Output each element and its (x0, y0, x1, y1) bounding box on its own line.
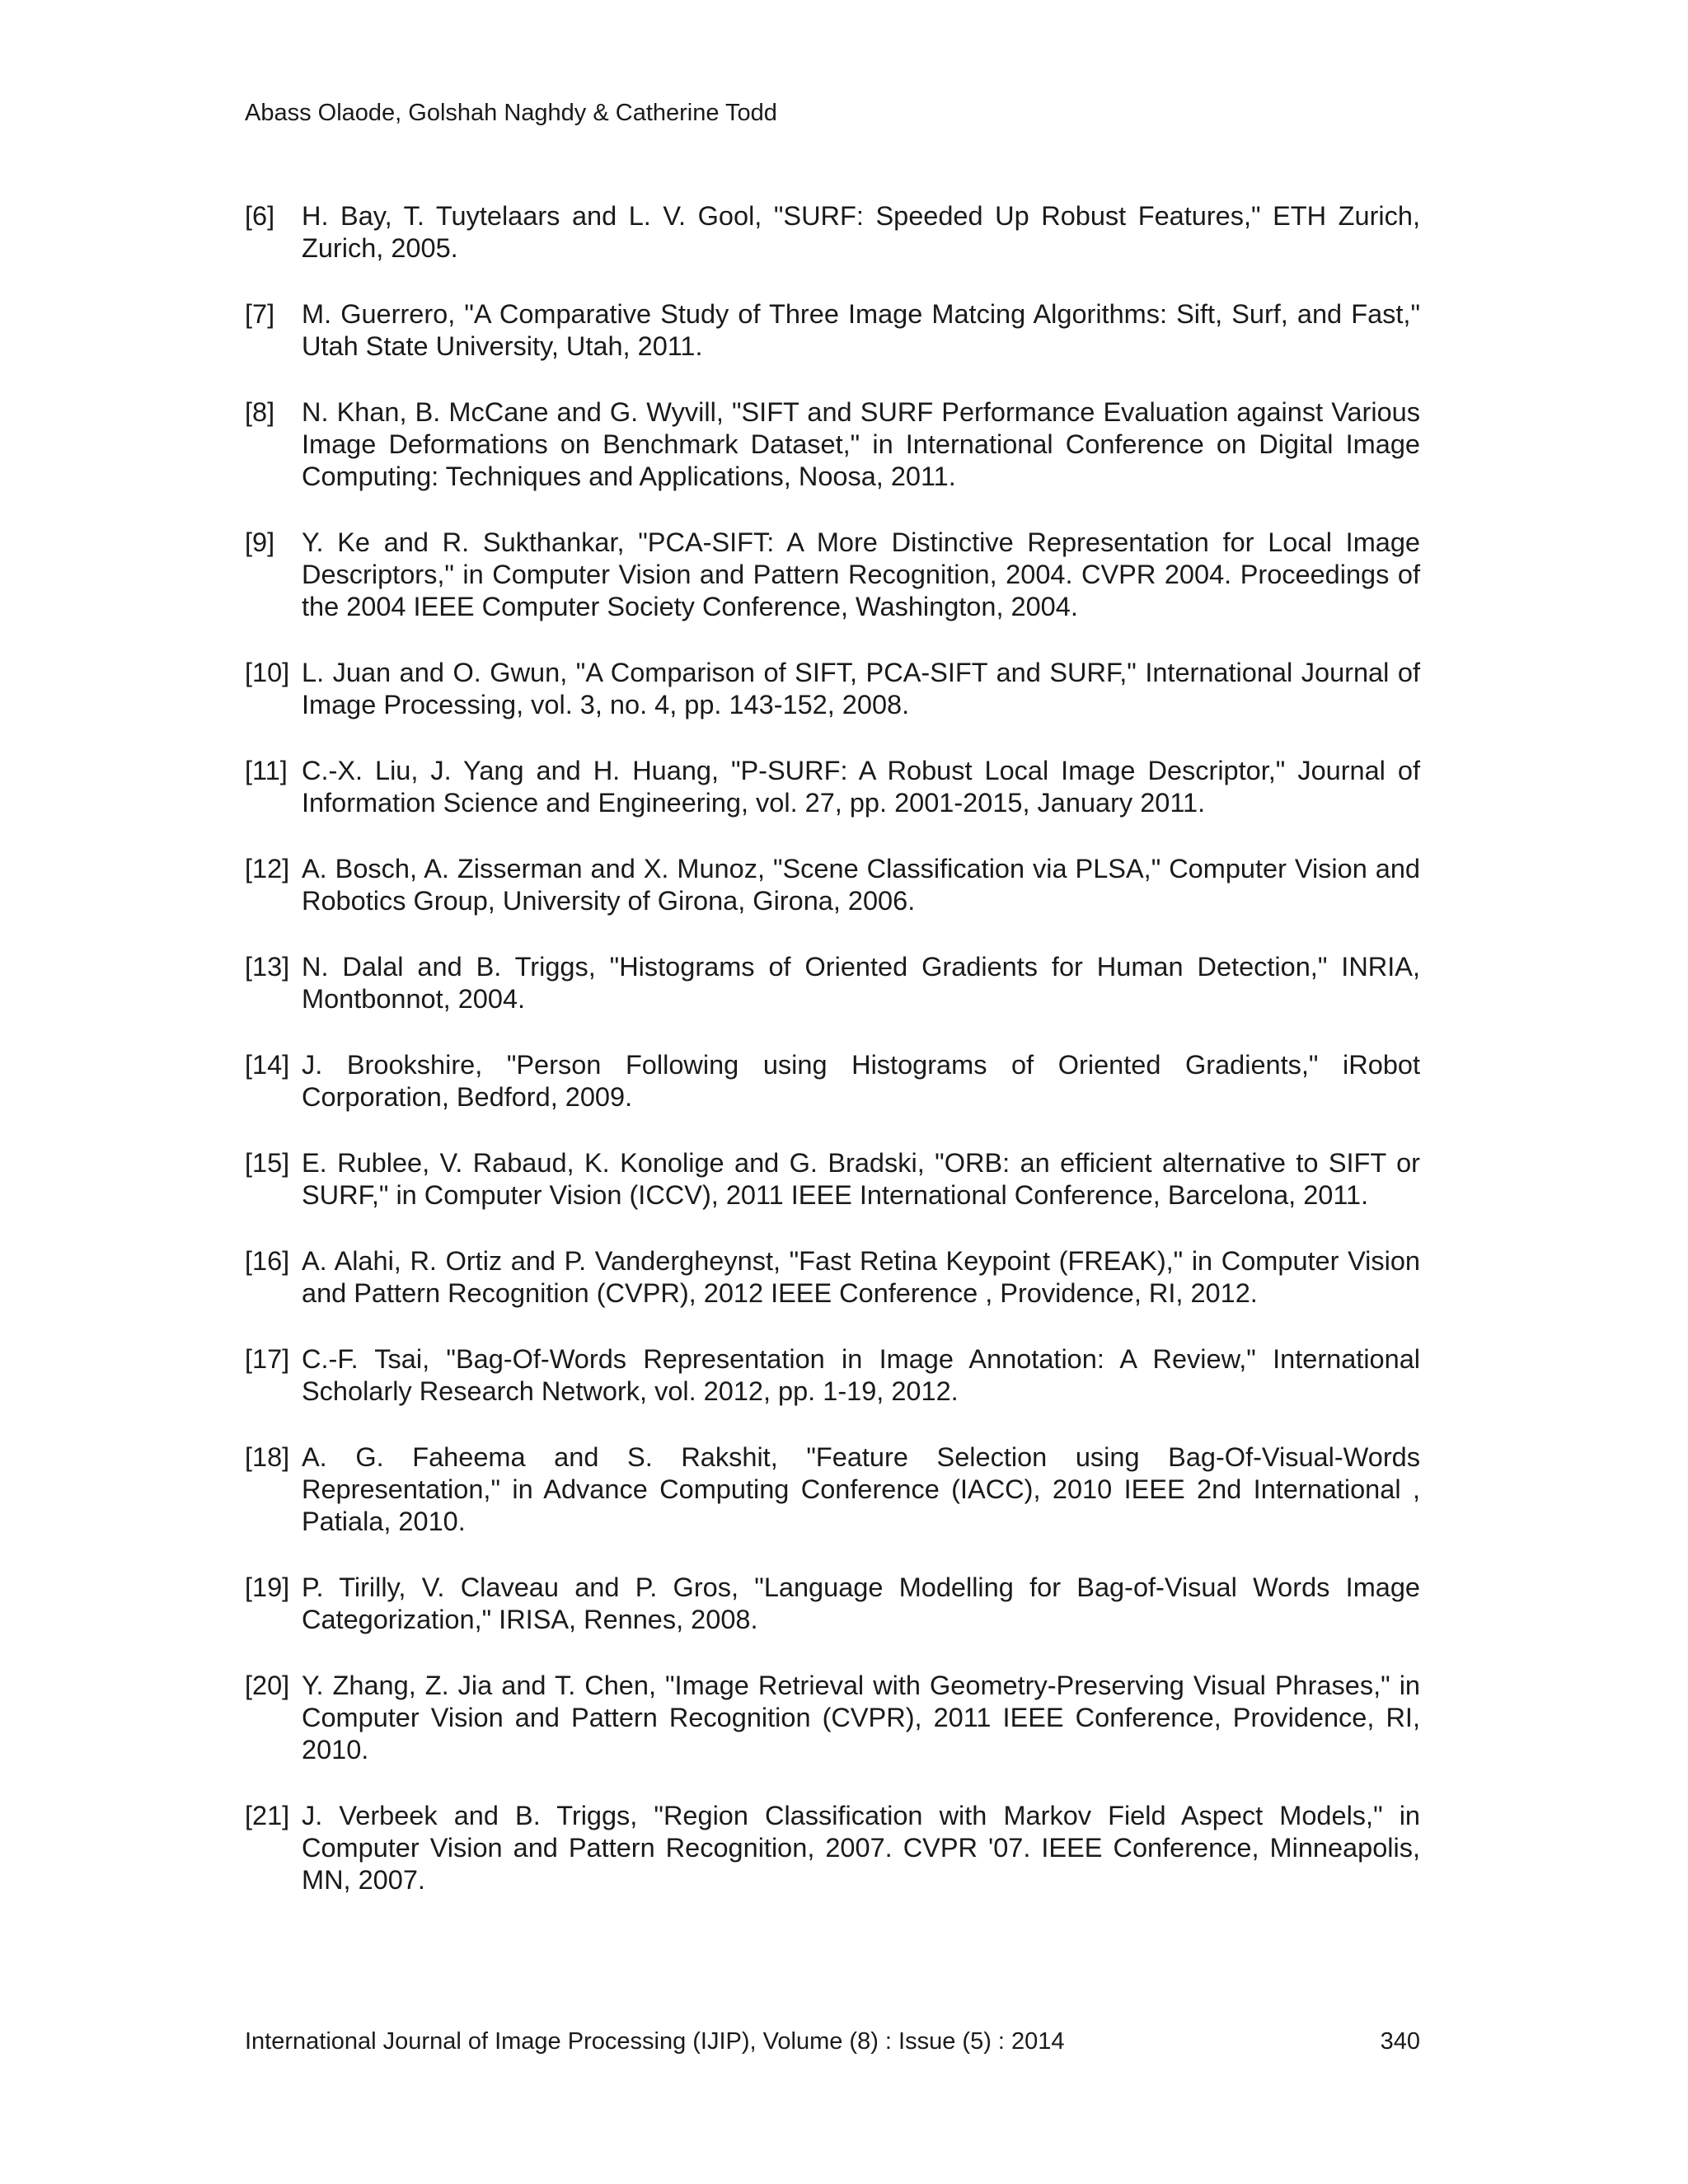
reference-text: J. Brookshire, "Person Following using Histograms of Oriented Gradients," iRobot Corporation, Bedford, 2009. (302, 1050, 1420, 1112)
reference-number: [7] (245, 299, 275, 329)
reference-text: N. Dalal and B. Triggs, "Histograms of Oriented Gradients for Human Detection," INRIA, Montbonnot, 2004. (302, 952, 1420, 1014)
reference-item (245, 1245, 1420, 1310)
reference-text: L. Juan and O. Gwun, "A Comparison of SIFT, PCA-SIFT and SURF," International Journal of Image Processing, vol. 3, no. 4, pp. 143-152, 2008. (302, 658, 1420, 719)
reference-number: [12] (245, 854, 290, 883)
reference-text: J. Verbeek and B. Triggs, "Region Classification with Markov Field Aspect Models," in Computer Vision and Pattern Recognition, 2007. CVPR '07. IEEE Conference, Minneapolis, MN, 2007. (302, 1801, 1420, 1895)
running-header-authors: Abass Olaode, Golshah Naghdy & Catherine Todd (245, 100, 777, 126)
reference-number: [17] (245, 1344, 290, 1374)
reference-item (245, 298, 1420, 363)
reference-text: M. Guerrero, "A Comparative Study of Three Image Matcing Algorithms: Sift, Surf, and Fast," Utah State University, Utah, 2011. (302, 299, 1420, 361)
reference-number: [15] (245, 1148, 290, 1178)
reference-text: A. G. Faheema and S. Rakshit, "Feature Selection using Bag-Of-Visual-Words Representation," in Advance Computing Conference (IACC), 2010 IEEE 2nd International , Patiala, 2010. (302, 1442, 1420, 1536)
reference-item (245, 396, 1420, 493)
reference-item (245, 1441, 1420, 1538)
reference-text: C.-X. Liu, J. Yang and H. Huang, "P-SURF: A Robust Local Image Descriptor," Journal of Information Science and Engineering, vol. 27, pp. 2001-2015, January 2011. (302, 756, 1420, 818)
reference-list (245, 200, 1420, 1930)
reference-text: C.-F. Tsai, "Bag-Of-Words Representation in Image Annotation: A Review," International Scholarly Research Network, vol. 2012, pp. 1-19, 2012. (302, 1344, 1420, 1406)
reference-item (245, 200, 1420, 265)
reference-text: A. Bosch, A. Zisserman and X. Munoz, "Scene Classification via PLSA," Computer Vision and Robotics Group, University of Girona, Girona, 2006. (302, 854, 1420, 916)
reference-text: Y. Zhang, Z. Jia and T. Chen, "Image Retrieval with Geometry-Preserving Visual Phrases," in Computer Vision and Pattern Recognition (CVPR), 2011 IEEE Conference, Providence, RI, 2010. (302, 1671, 1420, 1765)
reference-item (245, 1147, 1420, 1212)
reference-number: [20] (245, 1671, 290, 1700)
reference-item (245, 1572, 1420, 1636)
reference-item (245, 951, 1420, 1015)
page-number: 340 (1380, 2028, 1420, 2055)
reference-text: A. Alahi, R. Ortiz and P. Vandergheynst, "Fast Retina Keypoint (FREAK)," in Computer Vision and Pattern Recognition (CVPR), 2012 IEEE Conference , Providence, RI, 2012. (302, 1246, 1420, 1308)
reference-item (245, 527, 1420, 623)
reference-item (245, 755, 1420, 819)
reference-number: [19] (245, 1572, 290, 1602)
footer-journal-citation: International Journal of Image Processing (IJIP), Volume (8) : Issue (5) : 2014 (245, 2028, 1065, 2055)
reference-text: N. Khan, B. McCane and G. Wyvill, "SIFT and SURF Performance Evaluation against Various Image Deformations on Benchmark Dataset," in International Conference on Digital Image Computing: Techniques and Applications, Noosa, 2011. (302, 397, 1420, 491)
reference-number: [10] (245, 658, 290, 687)
reference-item (245, 657, 1420, 721)
reference-text: H. Bay, T. Tuytelaars and L. V. Gool, "SURF: Speeded Up Robust Features," ETH Zurich, Zurich, 2005. (302, 201, 1420, 263)
reference-number: [13] (245, 952, 290, 982)
reference-item (245, 1670, 1420, 1766)
reference-number: [21] (245, 1801, 290, 1830)
reference-item (245, 1800, 1420, 1896)
reference-text: P. Tirilly, V. Claveau and P. Gros, "Language Modelling for Bag-of-Visual Words Image Categorization," IRISA, Rennes, 2008. (302, 1572, 1420, 1634)
reference-item (245, 1343, 1420, 1408)
reference-item (245, 1049, 1420, 1113)
reference-item (245, 853, 1420, 917)
reference-number: [8] (245, 397, 275, 427)
reference-text: E. Rublee, V. Rabaud, K. Konolige and G. Bradski, "ORB: an efficient alternative to SIFT or SURF," in Computer Vision (ICCV), 2011 IEEE International Conference, Barcelona, 2011. (302, 1148, 1420, 1210)
reference-number: [14] (245, 1050, 290, 1080)
reference-text: Y. Ke and R. Sukthankar, "PCA-SIFT: A More Distinctive Representation for Local Image Descriptors," in Computer Vision and Pattern Recognition, 2004. CVPR 2004. Proceedings of the 2004 IEEE Computer Society Conference, Washington, 2004. (302, 527, 1420, 621)
reference-number: [6] (245, 201, 275, 231)
reference-number: [18] (245, 1442, 290, 1472)
reference-number: [16] (245, 1246, 290, 1276)
reference-number: [9] (245, 527, 275, 557)
reference-number: [11] (245, 756, 288, 785)
page-footer (245, 2025, 1420, 2058)
